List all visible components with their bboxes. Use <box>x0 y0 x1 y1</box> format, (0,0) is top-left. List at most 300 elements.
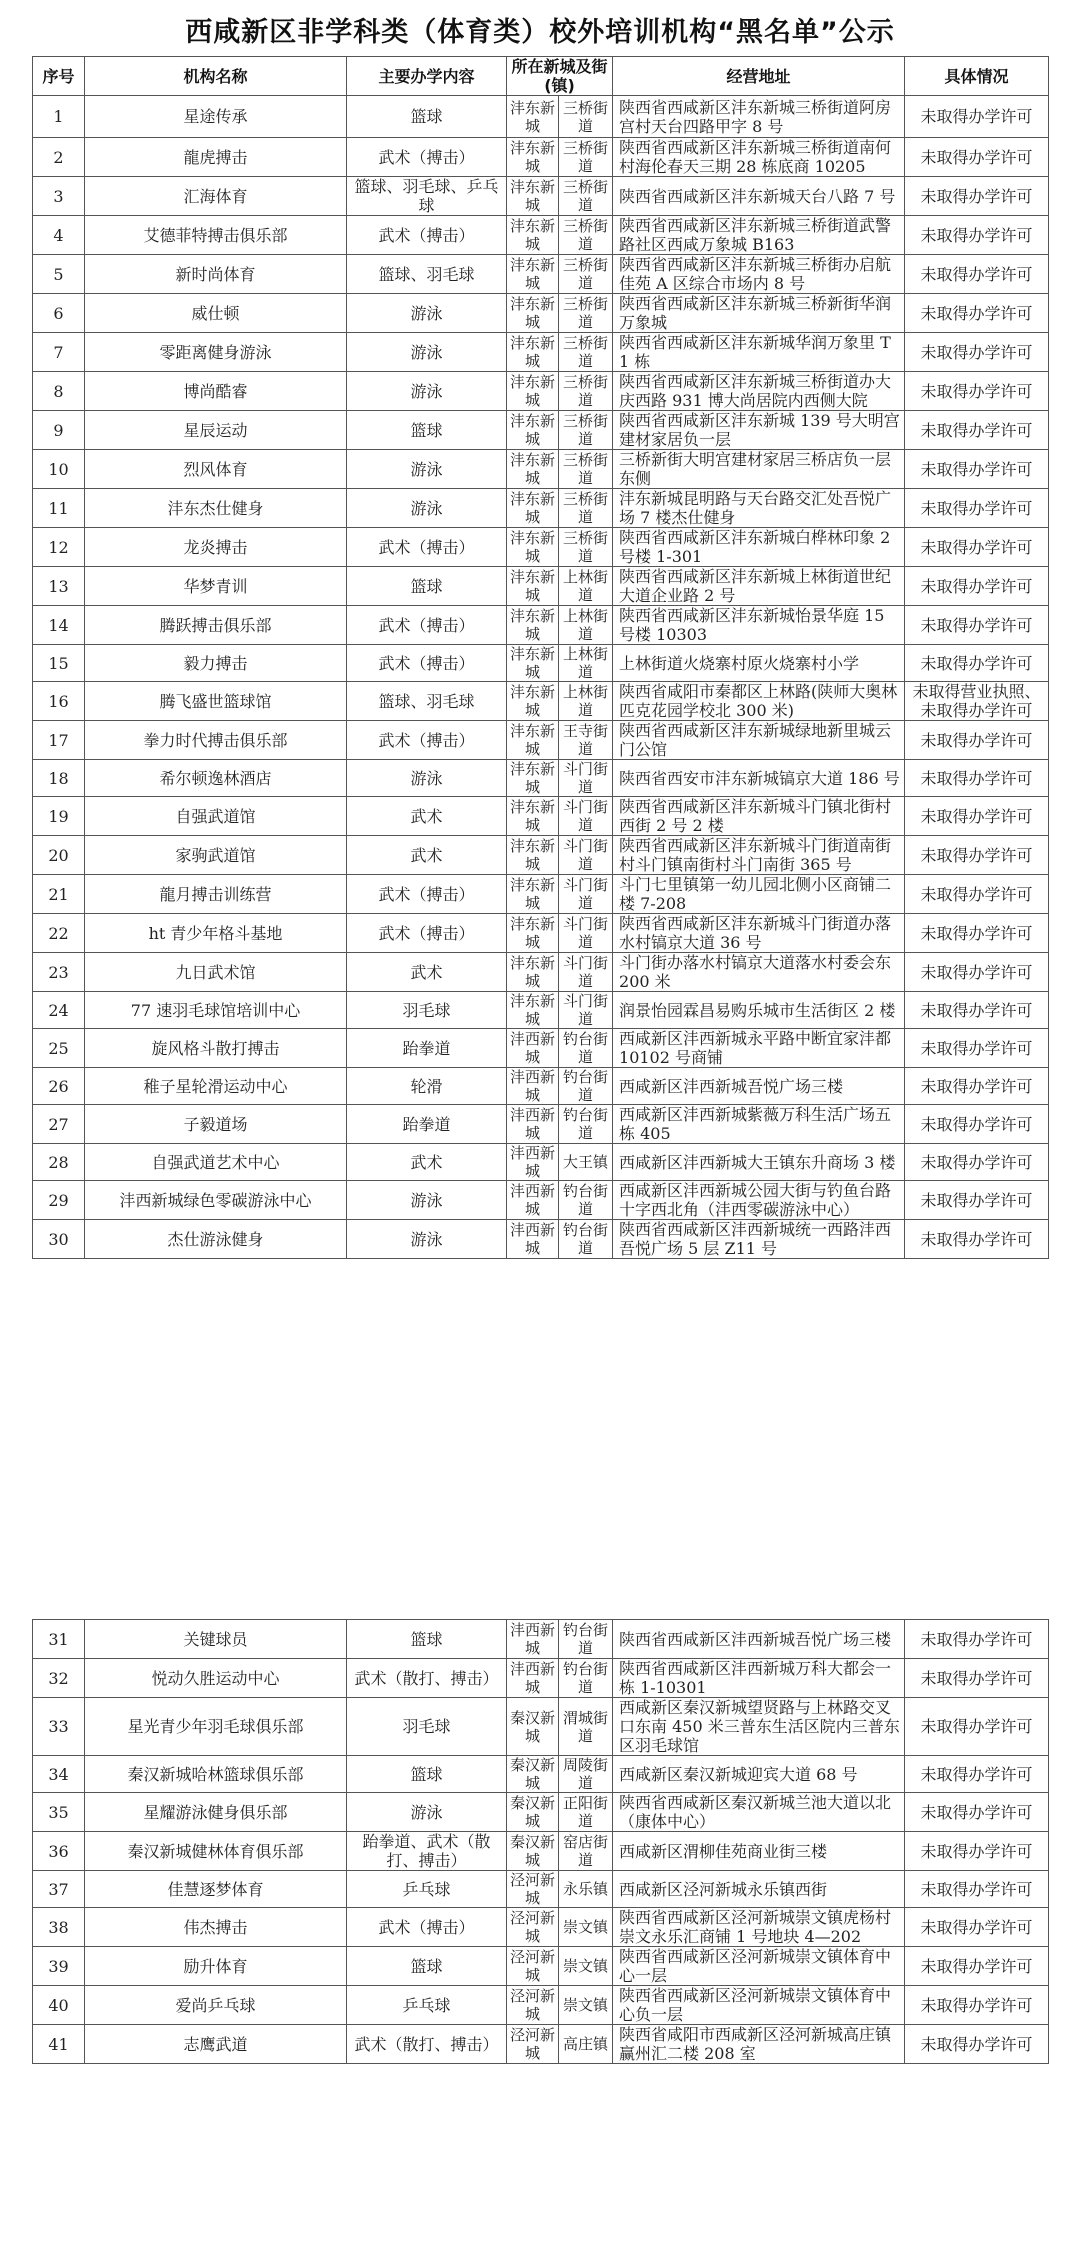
row-name: 汇海体育 <box>85 177 347 216</box>
row-street: 上林街道 <box>559 606 613 645</box>
row-street: 三桥街道 <box>559 450 613 489</box>
row-name: 腾跃搏击俱乐部 <box>85 606 347 645</box>
row-name: 77 速羽毛球馆培训中心 <box>85 992 347 1029</box>
row-street: 三桥街道 <box>559 294 613 333</box>
row-no: 12 <box>33 528 85 567</box>
row-content: 跆拳道 <box>347 1029 507 1068</box>
row-town: 沣东新城 <box>507 411 559 450</box>
row-street: 周陵街道 <box>559 1756 613 1793</box>
row-address: 西咸新区秦汉新城迎宾大道 68 号 <box>613 1756 905 1793</box>
table-row <box>33 489 1049 528</box>
row-town: 沣东新城 <box>507 875 559 914</box>
table-row <box>33 836 1049 875</box>
row-no: 15 <box>33 645 85 682</box>
row-street: 崇文镇 <box>559 1986 613 2025</box>
table-row <box>33 333 1049 372</box>
row-address: 陕西省西咸新区沣西新城万科大都会一栋 1-10301 <box>613 1659 905 1698</box>
table-row <box>33 1908 1049 1947</box>
row-street: 钓台街道 <box>559 1105 613 1144</box>
row-town: 沣东新城 <box>507 177 559 216</box>
row-town: 沣东新城 <box>507 567 559 606</box>
row-no: 37 <box>33 1871 85 1908</box>
row-town: 沣东新城 <box>507 138 559 177</box>
row-content: 武术（搏击） <box>347 721 507 760</box>
row-address: 西咸新区渭柳佳苑商业街三楼 <box>613 1832 905 1871</box>
row-status: 未取得办学许可 <box>905 1220 1049 1259</box>
row-street: 渭城街道 <box>559 1698 613 1756</box>
row-content: 跆拳道、武术（散打、搏击） <box>347 1832 507 1871</box>
table-row <box>33 797 1049 836</box>
row-street: 上林街道 <box>559 682 613 721</box>
table-row <box>33 1220 1049 1259</box>
row-street: 斗门街道 <box>559 797 613 836</box>
row-name: 新时尚体育 <box>85 255 347 294</box>
row-town: 沣东新城 <box>507 96 559 138</box>
row-content: 武术（搏击） <box>347 875 507 914</box>
row-address: 陕西省西咸新区沣东新城斗门街道办落水村镐京大道 36 号 <box>613 914 905 953</box>
row-address: 西咸新区沣西新城公园大街与钓鱼台路十字西北角（沣西零碳游泳中心） <box>613 1181 905 1220</box>
row-no: 3 <box>33 177 85 216</box>
table-row <box>33 992 1049 1029</box>
row-content: 游泳 <box>347 760 507 797</box>
row-content: 武术（搏击） <box>347 645 507 682</box>
table-row <box>33 1029 1049 1068</box>
row-status: 未取得办学许可 <box>905 1144 1049 1181</box>
row-content: 武术（搏击） <box>347 606 507 645</box>
row-name: 星耀游泳健身俱乐部 <box>85 1793 347 1832</box>
row-content: 武术 <box>347 1144 507 1181</box>
table-row <box>33 1068 1049 1105</box>
row-status: 未取得办学许可 <box>905 96 1049 138</box>
row-content: 武术 <box>347 836 507 875</box>
row-content: 武术（散打、搏击） <box>347 2025 507 2064</box>
row-status: 未取得办学许可 <box>905 567 1049 606</box>
row-content: 篮球 <box>347 1947 507 1986</box>
row-address: 陕西省西咸新区泾河新城崇文镇体育中心负一层 <box>613 1986 905 2025</box>
row-status: 未取得办学许可 <box>905 1986 1049 2025</box>
row-content: 武术（搏击） <box>347 216 507 255</box>
row-no: 31 <box>33 1620 85 1659</box>
table-row <box>33 294 1049 333</box>
row-town: 秦汉新城 <box>507 1756 559 1793</box>
row-name: ht 青少年格斗基地 <box>85 914 347 953</box>
row-town: 沣东新城 <box>507 528 559 567</box>
row-no: 28 <box>33 1144 85 1181</box>
row-street: 正阳街道 <box>559 1793 613 1832</box>
table-row <box>33 528 1049 567</box>
row-status: 未取得办学许可 <box>905 216 1049 255</box>
row-name: 九日武术馆 <box>85 953 347 992</box>
row-town: 沣东新城 <box>507 489 559 528</box>
row-address: 陕西省西咸新区沣东新城白桦林印象 2 号楼 1-301 <box>613 528 905 567</box>
table-row <box>33 953 1049 992</box>
table-row <box>33 914 1049 953</box>
row-name: 旋风格斗散打搏击 <box>85 1029 347 1068</box>
row-name: 腾飞盛世篮球馆 <box>85 682 347 721</box>
row-street: 三桥街道 <box>559 255 613 294</box>
row-address: 西咸新区沣西新城紫薇万科生活广场五栋 405 <box>613 1105 905 1144</box>
row-address: 陕西省西咸新区泾河新城崇文镇体育中心一层 <box>613 1947 905 1986</box>
row-name: 励升体育 <box>85 1947 347 1986</box>
row-address: 陕西省咸阳市西咸新区泾河新城高庄镇赢州汇二楼 208 室 <box>613 2025 905 2064</box>
row-name: 自强武道馆 <box>85 797 347 836</box>
row-content: 游泳 <box>347 1220 507 1259</box>
row-name: 爱尚乒乓球 <box>85 1986 347 2025</box>
table-row <box>33 645 1049 682</box>
row-town: 沣东新城 <box>507 255 559 294</box>
row-address: 陕西省西咸新区沣东新城绿地新里城云门公馆 <box>613 721 905 760</box>
row-name: 拳力时代搏击俱乐部 <box>85 721 347 760</box>
row-no: 5 <box>33 255 85 294</box>
row-status: 未取得办学许可 <box>905 1793 1049 1832</box>
row-town: 沣东新城 <box>507 914 559 953</box>
row-town: 泾河新城 <box>507 1986 559 2025</box>
row-status: 未取得办学许可 <box>905 411 1049 450</box>
row-no: 30 <box>33 1220 85 1259</box>
header-status: 具体情况 <box>905 57 1049 96</box>
table-header-row <box>33 57 1049 96</box>
row-street: 三桥街道 <box>559 372 613 411</box>
row-address: 斗门街办落水村镐京大道落水村委会东 200 米 <box>613 953 905 992</box>
row-address: 西咸新区沣西新城大王镇东升商场 3 楼 <box>613 1144 905 1181</box>
row-street: 三桥街道 <box>559 411 613 450</box>
row-street: 三桥街道 <box>559 96 613 138</box>
row-status: 未取得办学许可 <box>905 372 1049 411</box>
table-row <box>33 1871 1049 1908</box>
row-no: 6 <box>33 294 85 333</box>
row-town: 沣西新城 <box>507 1620 559 1659</box>
row-no: 4 <box>33 216 85 255</box>
row-name: 志鹰武道 <box>85 2025 347 2064</box>
row-name: 艾德菲特搏击俱乐部 <box>85 216 347 255</box>
row-street: 斗门街道 <box>559 760 613 797</box>
row-town: 泾河新城 <box>507 2025 559 2064</box>
table-row <box>33 1105 1049 1144</box>
header-name: 机构名称 <box>85 57 347 96</box>
row-town: 沣东新城 <box>507 953 559 992</box>
row-name: 龙炎搏击 <box>85 528 347 567</box>
row-status: 未取得办学许可 <box>905 333 1049 372</box>
row-address: 润景怡园霖昌易购乐城市生活街区 2 楼 <box>613 992 905 1029</box>
row-town: 秦汉新城 <box>507 1832 559 1871</box>
header-area: 所在新城及街(镇) <box>507 57 613 96</box>
row-town: 沣西新城 <box>507 1029 559 1068</box>
row-name: 秦汉新城哈林篮球俱乐部 <box>85 1756 347 1793</box>
row-street: 钓台街道 <box>559 1620 613 1659</box>
row-town: 沣西新城 <box>507 1144 559 1181</box>
row-no: 7 <box>33 333 85 372</box>
table-row <box>33 1144 1049 1181</box>
row-status: 未取得营业执照、未取得办学许可 <box>905 682 1049 721</box>
header-content: 主要办学内容 <box>347 57 507 96</box>
row-status: 未取得办学许可 <box>905 721 1049 760</box>
row-name: 星途传承 <box>85 96 347 138</box>
row-no: 14 <box>33 606 85 645</box>
row-name: 子毅道场 <box>85 1105 347 1144</box>
row-street: 三桥街道 <box>559 333 613 372</box>
row-street: 三桥街道 <box>559 528 613 567</box>
row-name: 龍月搏击训练营 <box>85 875 347 914</box>
row-content: 篮球 <box>347 1756 507 1793</box>
table-row <box>33 2025 1049 2064</box>
table-row <box>33 567 1049 606</box>
row-no: 40 <box>33 1986 85 2025</box>
row-status: 未取得办学许可 <box>905 1659 1049 1698</box>
row-name: 华梦青训 <box>85 567 347 606</box>
row-no: 19 <box>33 797 85 836</box>
table-row <box>33 721 1049 760</box>
row-address: 西咸新区秦汉新城望贤路与上林路交叉口东南 450 米三普东生活区院内三普东区羽毛球馆 <box>613 1698 905 1756</box>
row-address: 陕西省西咸新区泾河新城崇文镇虎杨村崇文永乐汇商铺 1 号地块 4—202 <box>613 1908 905 1947</box>
row-status: 未取得办学许可 <box>905 760 1049 797</box>
row-name: 佳慧逐梦体育 <box>85 1871 347 1908</box>
row-no: 17 <box>33 721 85 760</box>
row-no: 10 <box>33 450 85 489</box>
row-name: 零距离健身游泳 <box>85 333 347 372</box>
row-street: 钓台街道 <box>559 1181 613 1220</box>
row-status: 未取得办学许可 <box>905 1756 1049 1793</box>
row-address: 斗门七里镇第一幼儿园北侧小区商铺二楼 7-208 <box>613 875 905 914</box>
row-name: 星光青少年羽毛球俱乐部 <box>85 1698 347 1756</box>
row-status: 未取得办学许可 <box>905 797 1049 836</box>
row-town: 沣东新城 <box>507 372 559 411</box>
row-street: 斗门街道 <box>559 914 613 953</box>
row-content: 游泳 <box>347 489 507 528</box>
row-content: 乒乓球 <box>347 1986 507 2025</box>
row-no: 8 <box>33 372 85 411</box>
row-street: 三桥街道 <box>559 138 613 177</box>
header-no: 序号 <box>33 57 85 96</box>
row-status: 未取得办学许可 <box>905 1181 1049 1220</box>
row-status: 未取得办学许可 <box>905 645 1049 682</box>
row-no: 27 <box>33 1105 85 1144</box>
table-row <box>33 1756 1049 1793</box>
row-address: 陕西省西咸新区沣东新城华润万象里 T1 栋 <box>613 333 905 372</box>
row-status: 未取得办学许可 <box>905 1832 1049 1871</box>
row-content: 羽毛球 <box>347 1698 507 1756</box>
row-status: 未取得办学许可 <box>905 2025 1049 2064</box>
row-status: 未取得办学许可 <box>905 294 1049 333</box>
row-town: 沣西新城 <box>507 1068 559 1105</box>
blacklist-table-part-1 <box>32 56 1049 1259</box>
row-town: 沣东新城 <box>507 333 559 372</box>
row-town: 秦汉新城 <box>507 1698 559 1756</box>
page-title: 西咸新区非学科类（体育类）校外培训机构“黑名单”公示 <box>185 17 895 48</box>
row-name: 星辰运动 <box>85 411 347 450</box>
row-content: 武术 <box>347 953 507 992</box>
row-status: 未取得办学许可 <box>905 1620 1049 1659</box>
table-row <box>33 177 1049 216</box>
row-address: 陕西省西咸新区沣东新城天台八路 7 号 <box>613 177 905 216</box>
row-address: 西咸新区沣西新城吾悦广场三楼 <box>613 1068 905 1105</box>
row-address: 陕西省西咸新区沣东新城上林街道世纪大道企业路 2 号 <box>613 567 905 606</box>
row-no: 36 <box>33 1832 85 1871</box>
row-address: 陕西省咸阳市秦都区上林路(陕师大奥林匹克花园学校北 300 米) <box>613 682 905 721</box>
table-row <box>33 760 1049 797</box>
row-address: 陕西省西咸新区沣东新城斗门街道南街村斗门镇南街村斗门南街 365 号 <box>613 836 905 875</box>
row-status: 未取得办学许可 <box>905 1068 1049 1105</box>
row-no: 20 <box>33 836 85 875</box>
row-town: 沣东新城 <box>507 606 559 645</box>
row-town: 泾河新城 <box>507 1908 559 1947</box>
row-status: 未取得办学许可 <box>905 953 1049 992</box>
row-content: 跆拳道 <box>347 1105 507 1144</box>
row-content: 武术（搏击） <box>347 914 507 953</box>
row-name: 沣东杰仕健身 <box>85 489 347 528</box>
row-content: 游泳 <box>347 372 507 411</box>
row-status: 未取得办学许可 <box>905 836 1049 875</box>
row-town: 沣东新城 <box>507 682 559 721</box>
row-street: 钓台街道 <box>559 1220 613 1259</box>
row-address: 陕西省西咸新区沣东新城斗门镇北街村西街 2 号 2 楼 <box>613 797 905 836</box>
row-content: 游泳 <box>347 333 507 372</box>
table-row <box>33 1947 1049 1986</box>
row-name: 毅力搏击 <box>85 645 347 682</box>
row-town: 沣东新城 <box>507 721 559 760</box>
row-no: 25 <box>33 1029 85 1068</box>
row-address: 西咸新区沣西新城永平路中断宜家沣都 10102 号商铺 <box>613 1029 905 1068</box>
row-name: 烈风体育 <box>85 450 347 489</box>
row-street: 大王镇 <box>559 1144 613 1181</box>
table-row <box>33 1832 1049 1871</box>
row-content: 篮球、羽毛球 <box>347 682 507 721</box>
row-address: 陕西省西咸新区沣东新城 139 号大明宫建材家居负一层 <box>613 411 905 450</box>
table-row <box>33 875 1049 914</box>
table-row <box>33 216 1049 255</box>
row-name: 博尚酷睿 <box>85 372 347 411</box>
row-address: 陕西省西咸新区沣西新城统一西路沣西吾悦广场 5 层 Z11 号 <box>613 1220 905 1259</box>
row-street: 斗门街道 <box>559 953 613 992</box>
row-status: 未取得办学许可 <box>905 914 1049 953</box>
row-town: 沣西新城 <box>507 1105 559 1144</box>
row-content: 武术（散打、搏击） <box>347 1659 507 1698</box>
row-street: 斗门街道 <box>559 836 613 875</box>
row-content: 武术 <box>347 797 507 836</box>
table-row <box>33 1181 1049 1220</box>
row-no: 24 <box>33 992 85 1029</box>
row-street: 崇文镇 <box>559 1908 613 1947</box>
row-address: 陕西省西咸新区沣东新城三桥新街华润万象城 <box>613 294 905 333</box>
row-no: 9 <box>33 411 85 450</box>
row-no: 11 <box>33 489 85 528</box>
row-content: 武术（搏击） <box>347 138 507 177</box>
header-address: 经营地址 <box>613 57 905 96</box>
table-row <box>33 682 1049 721</box>
row-status: 未取得办学许可 <box>905 138 1049 177</box>
row-street: 斗门街道 <box>559 992 613 1029</box>
row-address: 三桥新街大明宫建材家居三桥店负一层东侧 <box>613 450 905 489</box>
row-town: 沣东新城 <box>507 797 559 836</box>
table-row <box>33 96 1049 138</box>
row-town: 秦汉新城 <box>507 1793 559 1832</box>
row-no: 21 <box>33 875 85 914</box>
table-row <box>33 1698 1049 1756</box>
row-content: 游泳 <box>347 450 507 489</box>
row-town: 沣东新城 <box>507 294 559 333</box>
row-town: 沣东新城 <box>507 836 559 875</box>
row-name: 伟杰搏击 <box>85 1908 347 1947</box>
row-name: 龍虎搏击 <box>85 138 347 177</box>
row-address: 陕西省西咸新区沣东新城三桥街道南何村海伦春天三期 28 栋底商 10205 <box>613 138 905 177</box>
row-no: 35 <box>33 1793 85 1832</box>
row-town: 沣西新城 <box>507 1181 559 1220</box>
row-address: 陕西省西咸新区沣东新城怡景华庭 15 号楼 10303 <box>613 606 905 645</box>
row-street: 上林街道 <box>559 645 613 682</box>
row-street: 三桥街道 <box>559 489 613 528</box>
row-no: 13 <box>33 567 85 606</box>
table-row <box>33 138 1049 177</box>
row-street: 斗门街道 <box>559 875 613 914</box>
row-street: 三桥街道 <box>559 177 613 216</box>
row-town: 沣东新城 <box>507 645 559 682</box>
row-town: 沣东新城 <box>507 760 559 797</box>
row-address: 陕西省西咸新区沣东新城三桥街道武警路社区西咸万象城 B163 <box>613 216 905 255</box>
row-address: 陕西省西咸新区沣西新城吾悦广场三楼 <box>613 1620 905 1659</box>
row-content: 乒乓球 <box>347 1871 507 1908</box>
row-no: 18 <box>33 760 85 797</box>
table-row <box>33 372 1049 411</box>
row-address: 陕西省西咸新区沣东新城三桥街道办大庆西路 931 博大尚居院内西侧大院 <box>613 372 905 411</box>
row-content: 篮球、羽毛球 <box>347 255 507 294</box>
row-town: 沣西新城 <box>507 1220 559 1259</box>
row-no: 29 <box>33 1181 85 1220</box>
row-name: 悦动久胜运动中心 <box>85 1659 347 1698</box>
row-status: 未取得办学许可 <box>905 1871 1049 1908</box>
row-no: 32 <box>33 1659 85 1698</box>
row-street: 钓台街道 <box>559 1029 613 1068</box>
row-name: 稚子星轮滑运动中心 <box>85 1068 347 1105</box>
row-address: 西咸新区泾河新城永乐镇西街 <box>613 1871 905 1908</box>
row-status: 未取得办学许可 <box>905 1029 1049 1068</box>
blacklist-table-part-2 <box>32 1619 1049 2064</box>
row-no: 33 <box>33 1698 85 1756</box>
row-name: 沣西新城绿色零碳游泳中心 <box>85 1181 347 1220</box>
row-street: 钓台街道 <box>559 1659 613 1698</box>
row-content: 篮球 <box>347 1620 507 1659</box>
row-content: 轮滑 <box>347 1068 507 1105</box>
row-town: 沣东新城 <box>507 216 559 255</box>
row-street: 钓台街道 <box>559 1068 613 1105</box>
row-content: 篮球 <box>347 567 507 606</box>
row-content: 游泳 <box>347 1793 507 1832</box>
row-status: 未取得办学许可 <box>905 528 1049 567</box>
row-name: 杰仕游泳健身 <box>85 1220 347 1259</box>
row-name: 家驹武道馆 <box>85 836 347 875</box>
row-content: 篮球 <box>347 411 507 450</box>
row-content: 游泳 <box>347 294 507 333</box>
row-town: 沣西新城 <box>507 1659 559 1698</box>
row-status: 未取得办学许可 <box>905 875 1049 914</box>
row-address: 陕西省西咸新区沣东新城三桥街办启航佳苑 A 区综合市场内 8 号 <box>613 255 905 294</box>
table-row <box>33 1659 1049 1698</box>
row-town: 沣东新城 <box>507 450 559 489</box>
row-status: 未取得办学许可 <box>905 450 1049 489</box>
row-no: 26 <box>33 1068 85 1105</box>
row-name: 威仕顿 <box>85 294 347 333</box>
row-content: 篮球 <box>347 96 507 138</box>
row-status: 未取得办学许可 <box>905 1908 1049 1947</box>
row-no: 22 <box>33 914 85 953</box>
table-row <box>33 450 1049 489</box>
row-no: 1 <box>33 96 85 138</box>
row-no: 2 <box>33 138 85 177</box>
row-street: 上林街道 <box>559 567 613 606</box>
row-name: 秦汉新城健林体育俱乐部 <box>85 1832 347 1871</box>
row-no: 41 <box>33 2025 85 2064</box>
row-status: 未取得办学许可 <box>905 177 1049 216</box>
row-no: 38 <box>33 1908 85 1947</box>
row-town: 沣东新城 <box>507 992 559 1029</box>
